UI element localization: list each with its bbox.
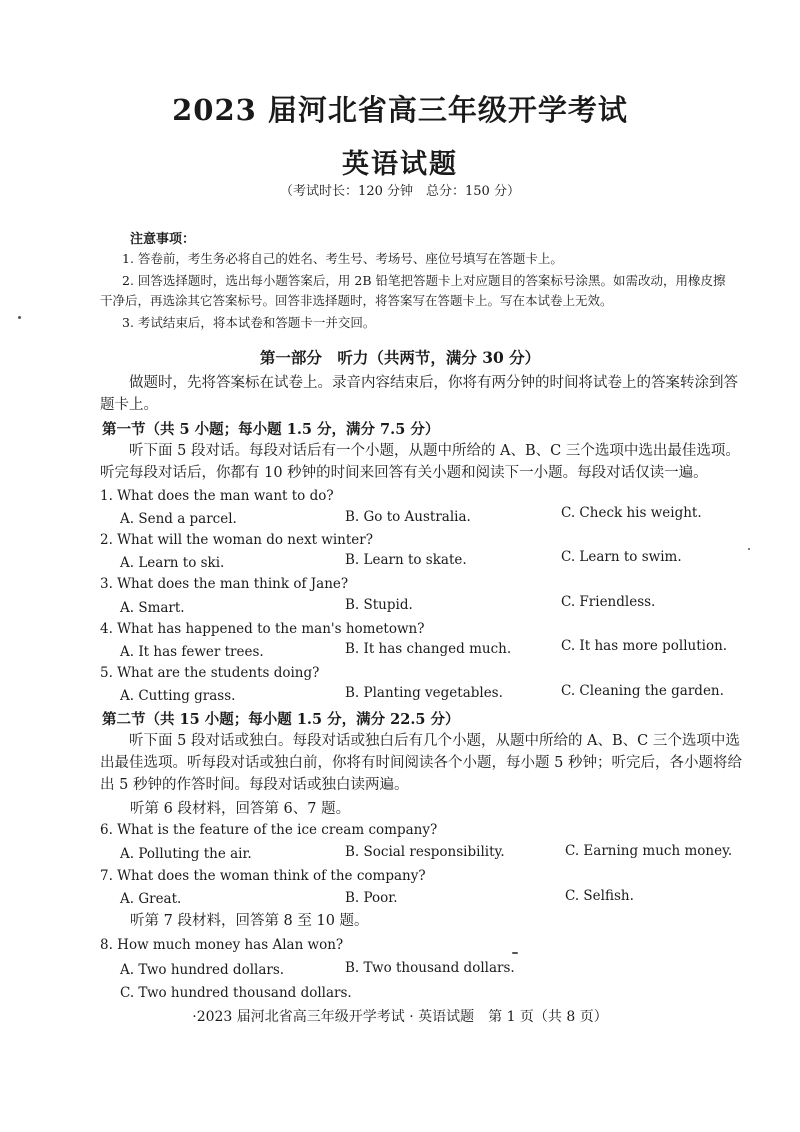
question-2-option-a: A. Learn to ski. (120, 555, 225, 571)
question-7-option-b: B. Poor. (345, 890, 398, 906)
question-8-option-a: A. Two hundred dollars. (120, 962, 285, 978)
exam-title: 2023 届河北省高三年级开学考试 (172, 93, 628, 127)
part1-heading: 第一部分 听力（共两节，满分 30 分） (259, 348, 541, 367)
question-4-option-a: A. It has fewer trees. (120, 644, 264, 660)
question-1-option-a: A. Send a parcel. (120, 511, 237, 527)
question-8-option-c: C. Two hundred thousand dollars. (120, 985, 352, 1001)
question-2: 2. What will the woman do next winter? (100, 532, 373, 548)
section2-instructions: 听下面 5 段对话或独白。每段对话或独白后有几个小题，从题中所给的 A、B、C 三个选项中选出最佳选项。听每段对话或独白前，你将有时间阅读各个小题，每小题 5 秒钟；听完后，各小题将给出 5 秒钟的作答时间。每段对话或独白读两遍。 (100, 733, 742, 793)
question-2-option-c: C. Learn to swim. (561, 549, 682, 565)
question-8-option-b: B. Two thousand dollars. (345, 960, 515, 976)
question-5-option-b: B. Planting vegetables. (345, 685, 503, 701)
section2-material-6-note: 听第 6 段材料，回答第 6、7 题。 (130, 801, 351, 817)
scan-speck (18, 316, 21, 319)
question-5: 5. What are the students doing? (100, 665, 320, 681)
question-4-option-b: B. It has changed much. (345, 641, 512, 657)
question-4-option-c: C. It has more pollution. (561, 638, 728, 654)
question-3-option-b: B. Stupid. (345, 597, 413, 613)
notice-item-2-line-2: 干净后，再选涂其它答案标号。回答非选择题时，将答案写在答题卡上。写在本试卷上无效。 (100, 293, 613, 308)
question-7-option-a: A. Great. (120, 891, 182, 907)
part1-intro: 做题时，先将答案标在试卷上。录音内容结束后，你将有两分钟的时间将试卷上的答案转涂到答题卡上。 (100, 375, 738, 413)
question-6-option-c: C. Earning much money. (565, 843, 733, 859)
section2-heading: 第二节（共 15 小题；每小题 1.5 分，满分 22.5 分） (102, 711, 460, 728)
question-1-option-c: C. Check his weight. (561, 505, 702, 521)
notice-item-3: 3. 考试结束后，将本试卷和答题卡一并交回。 (122, 315, 376, 330)
section1-instructions: 听下面 5 段对话。每段对话后有一个小题，从题中所给的 A、B、C 三个选项中选出最佳选项。听完每段对话后，你都有 10 秒钟的时间来回答有关小题和阅读下一小题。每段对话仅读一遍。 (100, 443, 740, 481)
scan-speck (748, 548, 750, 550)
question-8: 8. How much money has Alan won? (100, 937, 344, 953)
question-7: 7. What does the woman think of the company? (100, 868, 426, 884)
question-1: 1. What does the man want to do? (100, 488, 334, 504)
exam-subject-title: 英语试题 (342, 149, 458, 180)
exam-duration-info: （考试时长：120 分钟 总分：150 分） (280, 184, 520, 199)
question-5-option-c: C. Cleaning the garden. (561, 683, 724, 699)
section2-material-7-note: 听第 7 段材料，回答第 8 至 10 题。 (130, 913, 369, 929)
notice-item-2-line-1: 2. 回答选择题时，选出每小题答案后，用 2B 铅笔把答题卡上对应题目的答案标号涂黑。如需改动，用橡皮擦 (122, 273, 726, 288)
question-2-option-b: B. Learn to skate. (345, 552, 467, 568)
question-7-option-c: C. Selfish. (565, 888, 634, 904)
question-4: 4. What has happened to the man's hometown? (100, 621, 425, 637)
question-5-option-a: A. Cutting grass. (120, 688, 236, 704)
section1-heading: 第一节（共 5 小题；每小题 1.5 分，满分 7.5 分） (102, 421, 440, 438)
question-3: 3. What does the man think of Jane? (100, 576, 349, 592)
question-6-option-b: B. Social responsibility. (345, 844, 505, 860)
question-3-option-a: A. Smart. (120, 600, 185, 616)
question-1-option-b: B. Go to Australia. (345, 509, 471, 525)
question-6: 6. What is the feature of the ice cream company? (100, 822, 438, 838)
scan-speck (512, 952, 518, 954)
notice-heading: 注意事项： (130, 232, 196, 247)
question-3-option-c: C. Friendless. (561, 594, 656, 610)
question-6-option-a: A. Polluting the air. (120, 846, 252, 862)
page-footer: ·2023 届河北省高三年级开学考试 · 英语试题 第 1 页（共 8 页） (192, 1009, 608, 1025)
notice-item-1: 1. 答卷前，考生务必将自己的姓名、考生号、考场号、座位号填写在答题卡上。 (122, 251, 563, 266)
